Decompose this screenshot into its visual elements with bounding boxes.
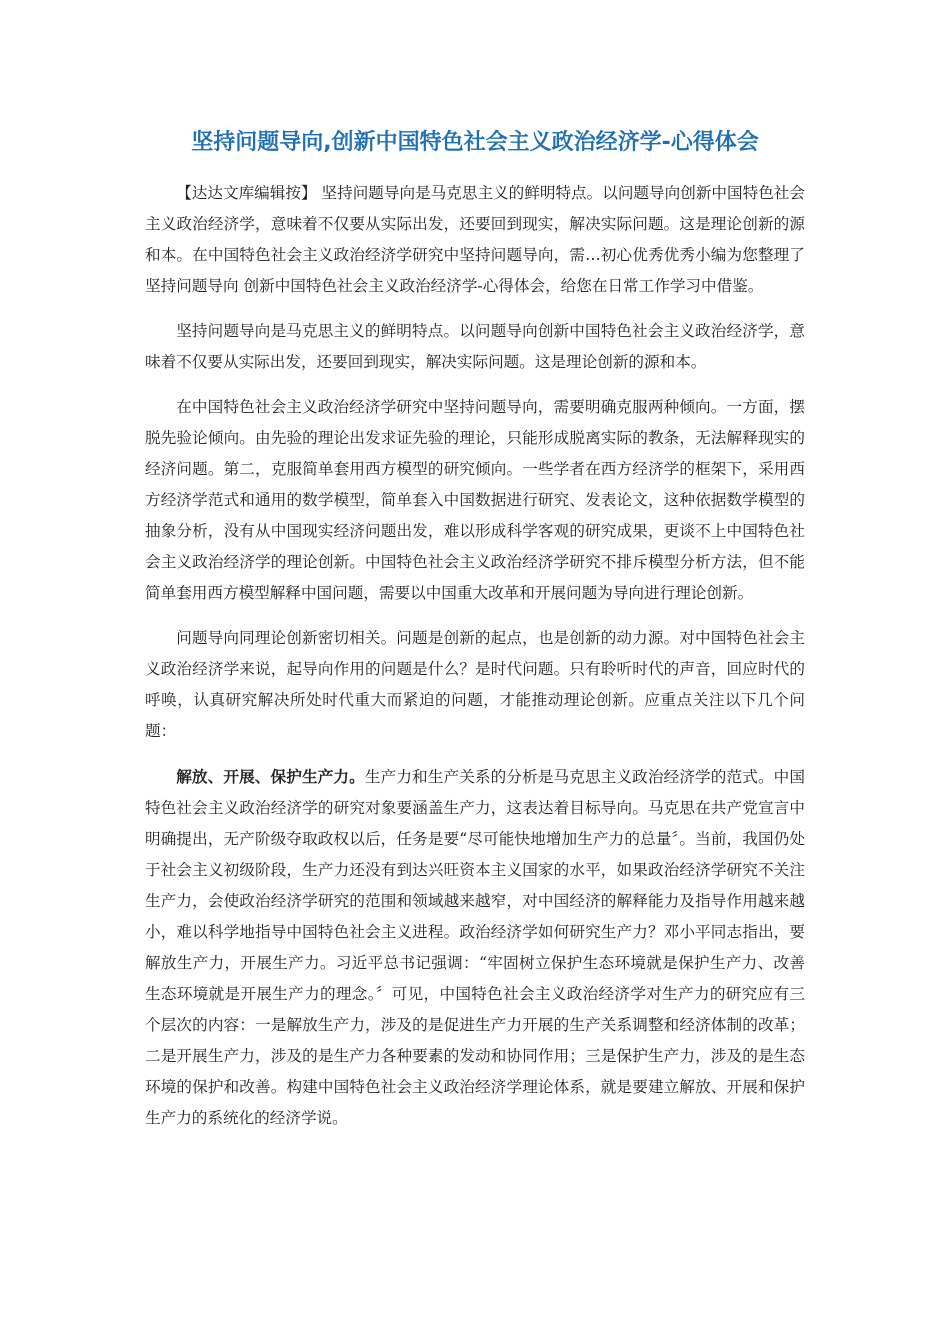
editor-intro-paragraph: 【达达文库编辑按】 坚持问题导向是马克思主义的鲜明特点。以问题导向创新中国特色社会主义政治经济学，意味着不仅要从实际出发，还要回到现实，解决实际问题。这是理论创新的源和本。在中国特色社会主义政治经济学研究中坚持问题导向，需…初心优秀优秀小编为您整理了坚持问题导向 创新中国特色社会主义政治经济学-心得体会，给您在日常工作学习中借鉴。 — [145, 184, 805, 295]
body-paragraph-3: 问题导向同理论创新密切相关。问题是创新的起点，也是创新的动力源。对中国特色社会主义政治经济学来说，起导向作用的问题是什么？是时代问题。只有聆听时代的声音，回应时代的呼唤，认真研究解决所处时代重大而紧迫的问题，才能推动理论创新。应重点关注以下几个问题： — [145, 629, 805, 740]
document-page — [145, 128, 805, 1148]
body-paragraph-1: 坚持问题导向是马克思主义的鲜明特点。以问题导向创新中国特色社会主义政治经济学，意味着不仅要从实际出发，还要回到现实，解决实际问题。这是理论创新的源和本。 — [145, 322, 805, 371]
document-title: 坚持问题导向,创新中国特色社会主义政治经济学-心得体会 — [191, 130, 759, 155]
body-paragraph-2: 在中国特色社会主义政治经济学研究中坚持问题导向，需要明确克服两种倾向。一方面，摆脱先验论倾向。由先验的理论出发求证先验的理论，只能形成脱离实际的教条，无法解释现实的经济问题。第二，克服简单套用西方模型的研究倾向。一些学者在西方经济学的框架下，采用西方经济学范式和通用的数学模型，简单套入中国数据进行研究、发表论文，这种依据数学模型的抽象分析，没有从中国现实经济问题出发，难以形成科学客观的研究成果，更谈不上中国特色社会主义政治经济学的理论创新。中国特色社会主义政治经济学研究不排斥模型分析方法，但不能简单套用西方模型解释中国问题，需要以中国重大改革和开展问题为导向进行理论创新。 — [145, 398, 805, 602]
paragraph-4-body: 生产力和生产关系的分析是马克思主义政治经济学的范式。中国特色社会主义政治经济学的研究对象要涵盖生产力，这表达着目标导向。马克思在共产党宣言中明确提出，无产阶级夺取政权以后，任务是要“尽可能快地增加生产力的总量〞。当前，我国仍处于社会主义初级阶段，生产力还没有到达兴旺资本主义国家的水平，如果政治经济学研究不关注生产力，会使政治经济学研究的范围和领域越来越窄，对中国经济的解释能力及指导作用越来越小，难以科学地指导中国特色社会主义进程。政治经济学如何研究生产力？邓小平同志指出，要解放生产力，开展生产力。习近平总书记强调：“牢固树立保护生态环境就是保护生产力、改善生态环境就是开展生产力的理念。〞可见，中国特色社会主义政治经济学对生产力的研究应有三个层次的内容：一是解放生产力，涉及的是促进生产力开展的生产关系调整和经济体制的改革；二是开展生产力，涉及的是生产力各种要素的发动和协同作用；三是保护生产力，涉及的是生态环境的保护和改善。构建中国特色社会主义政治经济学理论体系，就是要建立解放、开展和保护生产力的系统化的经济学说。 — [145, 768, 805, 1127]
body-paragraph-4 — [145, 761, 805, 1134]
paragraph-4-lead: 解放、开展、保护生产力。 — [176, 767, 365, 786]
